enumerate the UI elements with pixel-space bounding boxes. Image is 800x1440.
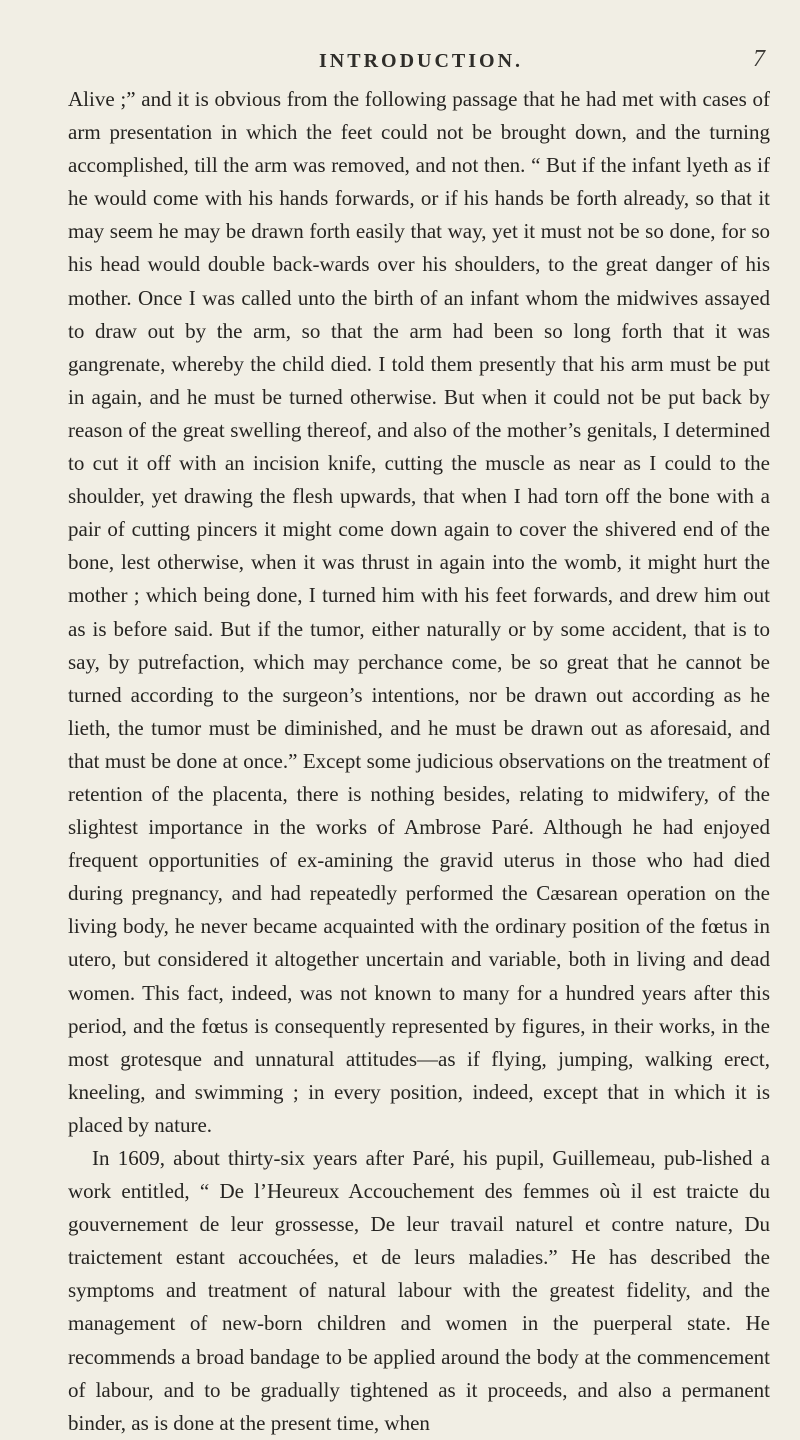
running-head: INTRODUCTION. (319, 50, 524, 72)
page-header (68, 0, 770, 72)
body-text (68, 83, 770, 1440)
page-number: 7 (753, 46, 765, 72)
paragraph-continued: Alive ;” and it is obvious from the following passage that he had met with cases of arm presentation in which the feet could not be brought down, and the turning accomplished, till the arm was removed, and not then. “ But if the infant lyeth as if he would come with his hands forwards, or if his hands be forth already, so that it may seem he may be drawn forth easily that way, yet it must not be so done, for so his head would double back-wards over his shoulders, to the great danger of his mother. Once I was called unto the birth of an infant whom the midwives assayed to draw out by the arm, so that the arm had been so long forth that it was gangrenate, whereby the child died. I told them presently that his arm must be put in again, and he must be turned otherwise. But when it could not be put back by reason of the great swelling thereof, and also of the mother’s genitals, I determined to cut it off with an incision knife, cutting the muscle as near as I could to the shoulder, yet drawing the flesh upwards, that when I had torn off the bone with a pair of cutting pincers it might come down again to cover the shivered end of the bone, lest otherwise, when it was thrust in again into the womb, it might hurt the mother ; which being done, I turned him with his feet forwards, and drew him out as is before said. But if the tumor, either naturally or by some accident, that is to say, by putrefaction, which may perchance come, be so great that he cannot be turned according to the surgeon’s intentions, nor be drawn out according as he lieth, the tumor must be diminished, and he must be drawn out as aforesaid, and that must be done at once.” Except some judicious observations on the treatment of retention of the placenta, there is nothing besides, relating to midwifery, of the slightest importance in the works of Ambrose Paré. Although he had enjoyed frequent opportunities of ex-amining the gravid uterus in those who had died during pregnancy, and had repeatedly performed the Cæsarean operation on the living body, he never became acquainted with the ordinary position of the fœtus in utero, but considered it altogether uncertain and variable, both in living and dead women. This fact, indeed, was not known to many for a hundred years after this period, and the fœtus is consequently represented by figures, in their works, in the most grotesque and unnatural attitudes—as if flying, jumping, walking erect, kneeling, and swimming ; in every position, indeed, except that in which it is placed by nature. (68, 87, 770, 1137)
paragraph-guillemeau: In 1609, about thirty-six years after Paré, his pupil, Guillemeau, pub-lished a work entitled, “ De l’Heureux Accouchement des femmes où il est traicte du gouvernement de leur grossesse, De leur travail naturel et contre nature, Du traictement estant accouchées, et de leurs maladies.” He has described the symptoms and treatment of natural labour with the greatest fidelity, and the management of new-born children and women in the puerperal state. He recommends a broad bandage to be applied around the body at the commencement of labour, and to be gradually tightened as it proceeds, and also a permanent binder, as is done at the present time, when (68, 1146, 770, 1435)
